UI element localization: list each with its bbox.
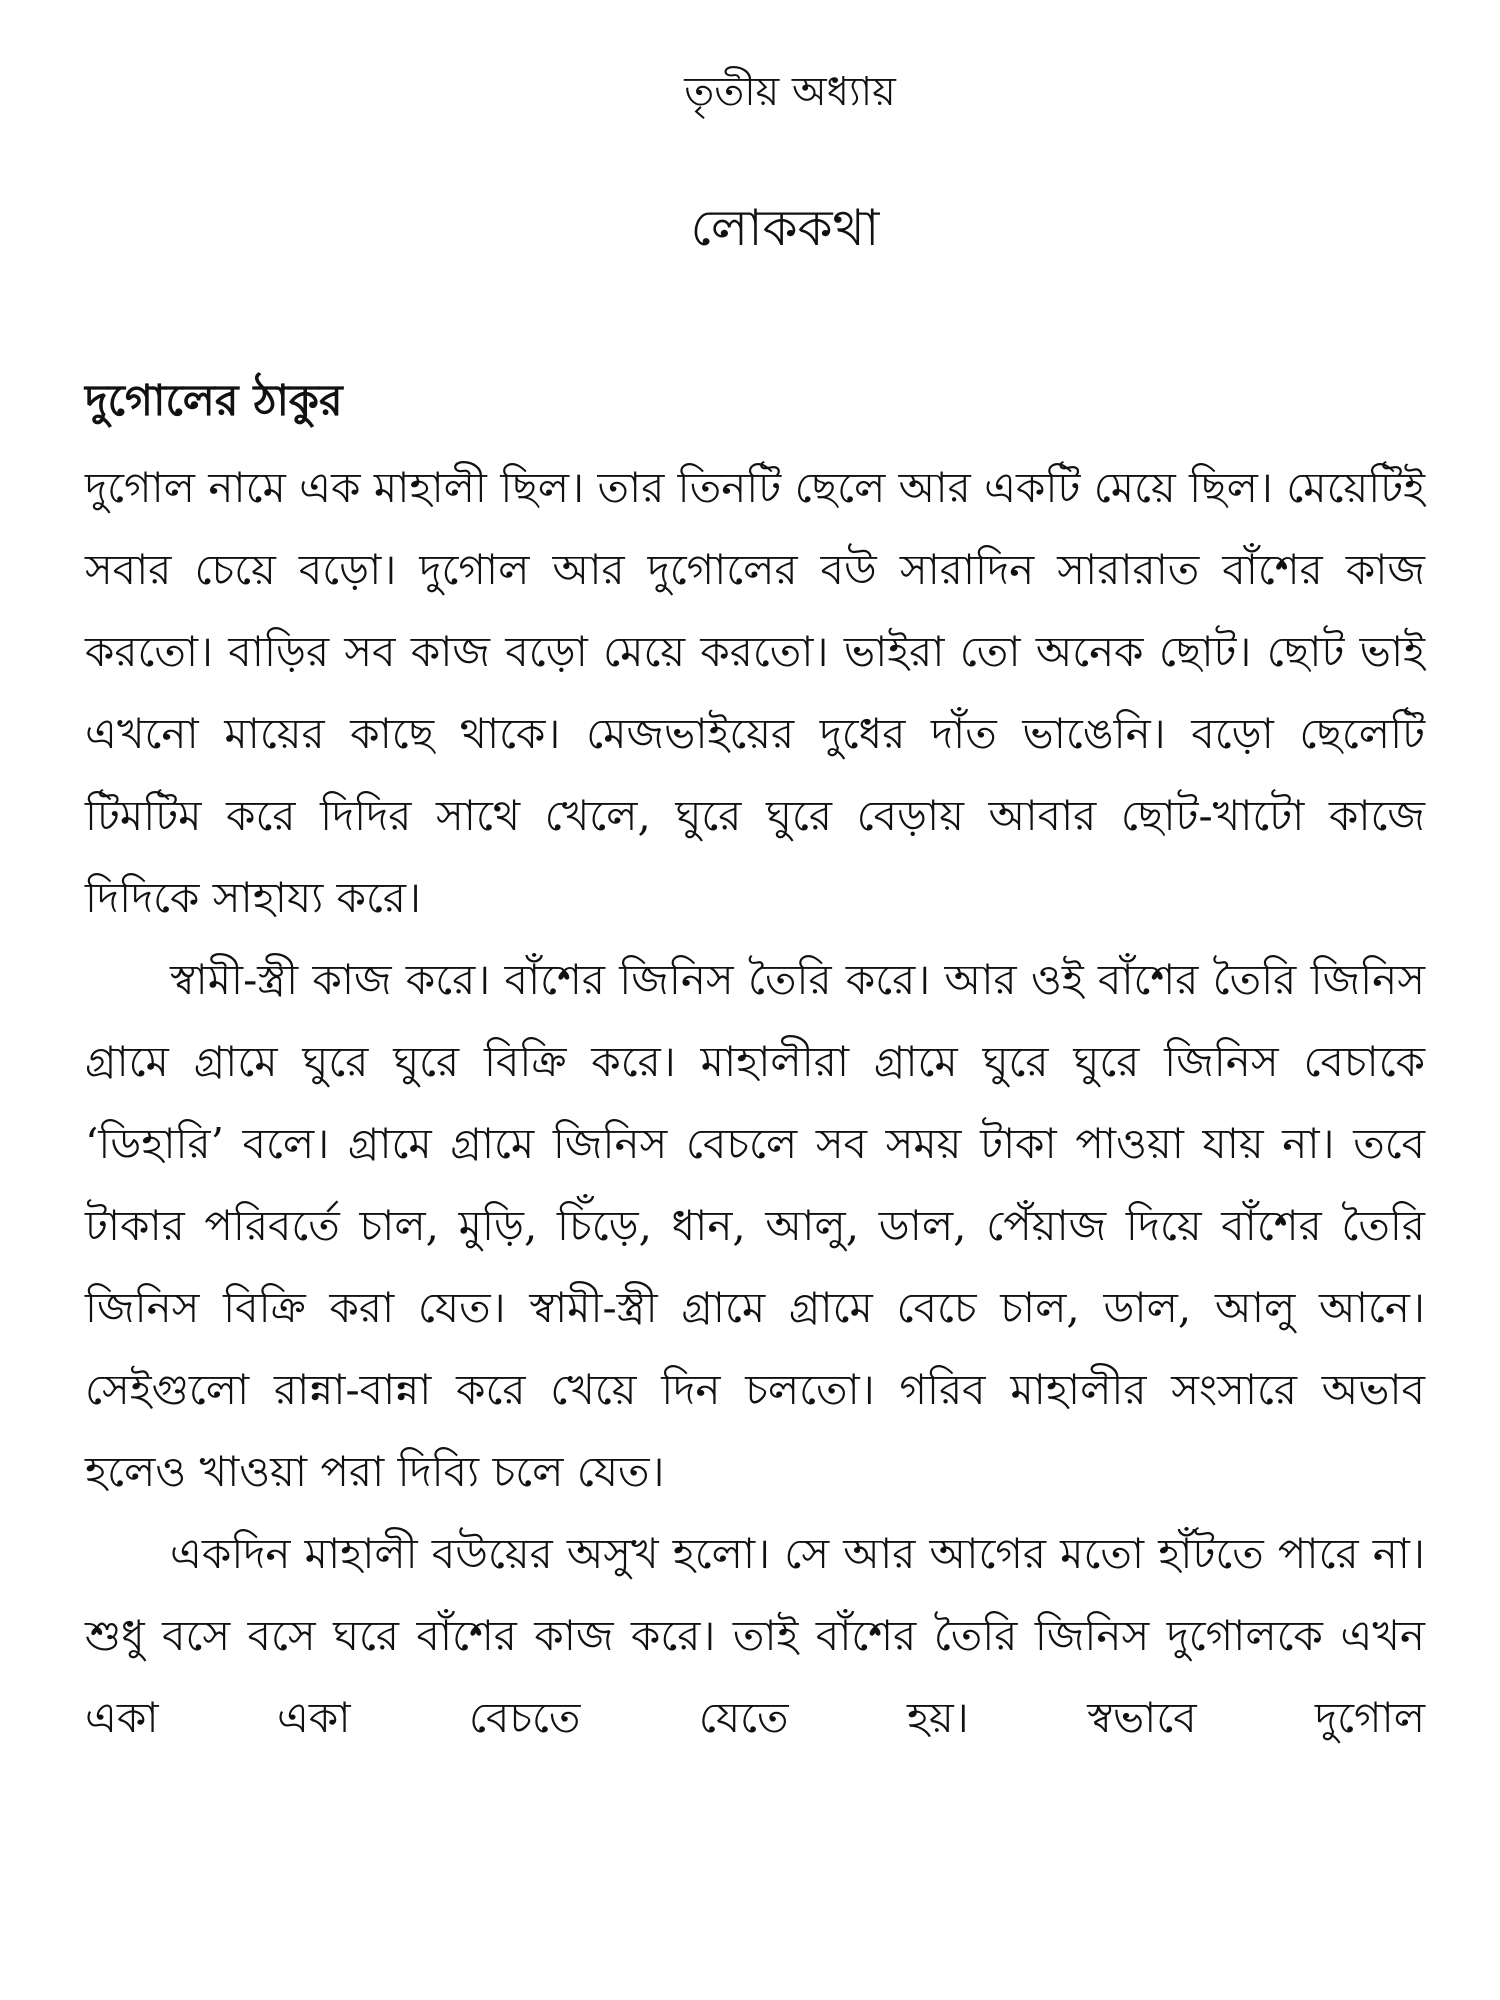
paragraph-1: দুগোল নামে এক মাহালী ছিল। তার তিনটি ছেলে আর একটি মেয়ে ছিল। মেয়েটিই সবার চেয়ে বড়ো। দুগোল আর দুগোলের বউ সারাদিন সারারাত বাঁশের কাজ করতো। বাড়ির সব কাজ বড়ো মেয়ে করতো। ভাইরা তো অনেক ছোট। ছোট ভাই এখনো মায়ের কাছে থাকে। মেজভাইয়ের দুধের দাঁত ভাঙেনি। বড়ো ছেলেটি টিমটিম করে দিদির সাথে খেলে, ঘুরে ঘুরে বেড়ায় আবার ছোট-খাটো কাজে দিদিকে সাহায্য করে।: [85, 463, 1425, 922]
body-text: [85, 447, 1425, 1759]
chapter-title: লোককথা: [690, 199, 880, 257]
paragraph-2: স্বামী-স্ত্রী কাজ করে। বাঁশের জিনিস তৈরি করে। আর ওই বাঁশের তৈরি জিনিস গ্রামে গ্রামে ঘুরে ঘুরে বিক্রি করে। মাহালীরা গ্রামে ঘুরে ঘুরে জিনিস বেচাকে ‘ডিহারি’ বলে। গ্রামে গ্রামে জিনিস বেচলে সব সময় টাকা পাওয়া যায় না। তবে টাকার পরিবর্তে চাল, মুড়ি, চিঁড়ে, ধান, আলু, ডাল, পেঁয়াজ দিয়ে বাঁশের তৈরি জিনিস বিক্রি করা যেত। স্বামী-স্ত্রী গ্রামে গ্রামে বেচে চাল, ডাল, আলু আনে। সেইগুলো রান্না-বান্না করে খেয়ে দিন চলতো। গরিব মাহালীর সংসারে অভাব হলেও খাওয়া পরা দিব্যি চলে যেত।: [85, 955, 1425, 1496]
paragraph-3: একদিন মাহালী বউয়ের অসুখ হলো। সে আর আগের মতো হাঁটতে পারে না। শুধু বসে বসে ঘরে বাঁশের কাজ করে। তাই বাঁশের তৈরি জিনিস দুগোলকে এখন একা একা বেচতে যেতে হয়। স্বভাবে দুগোল: [85, 1529, 1425, 1742]
chapter-label: তৃতীয় অধ্যায়: [684, 69, 896, 115]
section-heading: দুগোলের ঠাকুর: [85, 376, 343, 426]
